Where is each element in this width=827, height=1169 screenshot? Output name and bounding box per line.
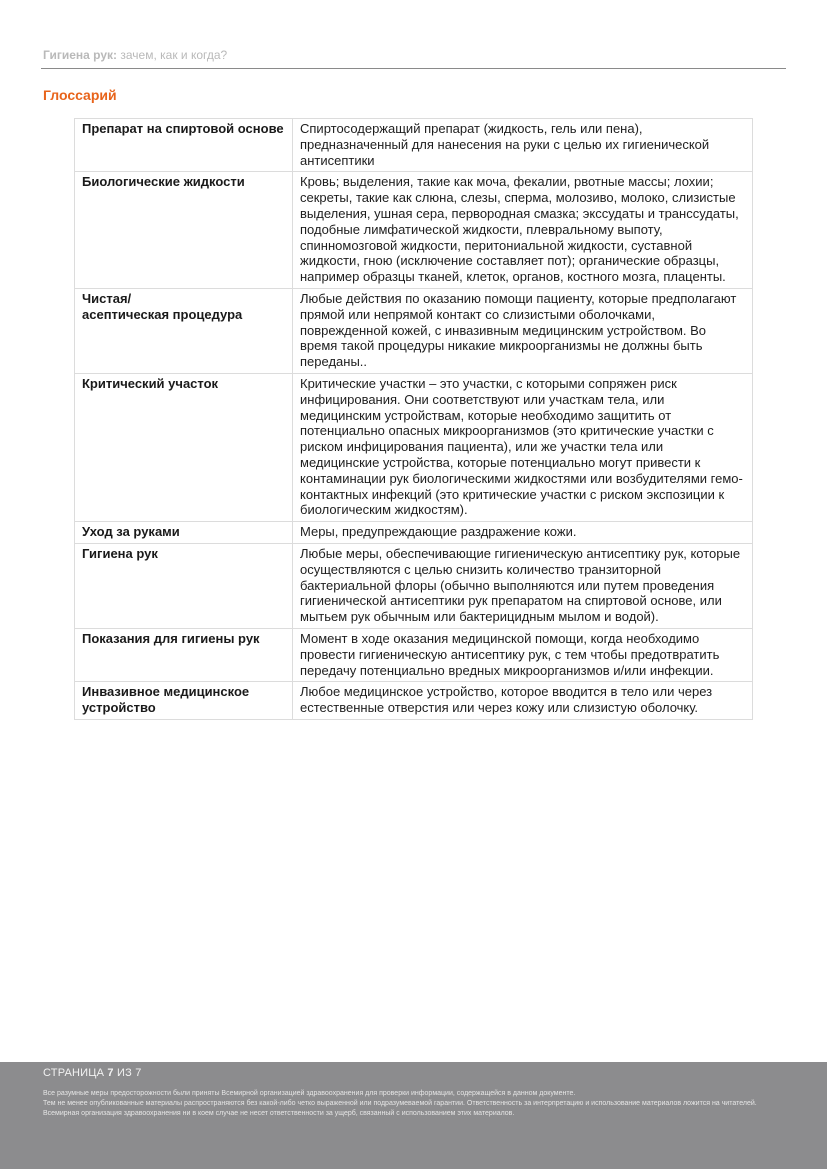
glossary-term: Препарат на спиртовой основе: [75, 119, 293, 172]
page-current: 7: [107, 1067, 114, 1079]
glossary-definition: Момент в ходе оказания медицинской помощи, когда необходимо провести гигиеническую антисептику рук, с тем чтобы предотвратить передачу потенциально вредных микроорганизмов и/или инфекции.: [293, 628, 753, 681]
glossary-definition: Меры, предупреждающие раздражение кожи.: [293, 522, 753, 544]
table-row: [75, 288, 753, 373]
glossary-definition: Любые меры, обеспечивающие гигиеническую антисептику рук, которые осуществляются с целью снизить количество транзиторной бактериальной флоры (обычно выполняются или путем проведения гигиенической антисептики рук препаратом на спиртовой основе, или мытьем рук обычным или бактерицидным мылом и водой).: [293, 543, 753, 628]
page-footer: [0, 1062, 827, 1169]
glossary-table: [74, 118, 753, 720]
document-header: [43, 48, 227, 62]
glossary-term: Показания для гигиены рук: [75, 628, 293, 681]
glossary-term: Уход за руками: [75, 522, 293, 544]
header-title-rest: зачем, как и когда?: [117, 48, 228, 62]
page-separator: ИЗ: [113, 1067, 136, 1079]
glossary-term: Критический участок: [75, 373, 293, 521]
section-title: Глоссарий: [43, 87, 117, 103]
glossary-definition: Любые действия по оказанию помощи пациенту, которые предполагают прямой или непрямой контакт со слизистыми оболочками, поврежденной кожей, с инвазивным медицинским устройством. Во время такой процедуры никакие микроорганизмы не должны быть переданы..: [293, 288, 753, 373]
table-row: [75, 628, 753, 681]
disclaimer-line: Тем не менее опубликованные материалы распространяются без какой-либо четко выраженной или подразумеваемой гарантии. Ответственность за интерпретацию и использование материалов ложится на читателей. Всемирная организация здравоохранения ни в коем случае не несет ответственности за ущерб, связанный с использованием этих материалов.: [43, 1100, 757, 1117]
glossary-term: Биологические жидкости: [75, 172, 293, 289]
disclaimer: [43, 1089, 783, 1119]
glossary-definition: Кровь; выделения, такие как моча, фекалии, рвотные массы; лохии; секреты, такие как слюна, слезы, сперма, молозиво, молоко, слизистые выделения, ушная сера, первородная смазка; экссудаты и транссудаты, подобные лимфатической жидкости, плевральному выпоту, спинномозговой жидкости, перитониальной жидкости, суставной жидкости, гною (исключение составляет пот); органические образцы, например образцы тканей, клеток, органов, костного мозга, плаценты.: [293, 172, 753, 289]
page-total: 7: [135, 1067, 142, 1079]
header-divider: [41, 68, 786, 69]
table-row: [75, 373, 753, 521]
disclaimer-line: Все разумные меры предосторожности были приняты Всемирной организацией здравоохранения для проверки информации, содержащейся в данном документе.: [43, 1090, 576, 1097]
glossary-term: Чистая/ асептическая процедура: [75, 288, 293, 373]
table-row: [75, 522, 753, 544]
header-title-bold: Гигиена рук:: [43, 48, 118, 62]
glossary-definition: Любое медицинское устройство, которое вводится в тело или через естественные отверстия или через кожу или слизистую оболочку.: [293, 682, 753, 720]
table-row: [75, 119, 753, 172]
page-number: [43, 1067, 142, 1079]
glossary-definition: Спиртосодержащий препарат (жидкость, гель или пена), предназначенный для нанесения на руки с целью их гигиенической антисептики: [293, 119, 753, 172]
table-row: [75, 543, 753, 628]
glossary-term: Гигиена рук: [75, 543, 293, 628]
table-row: [75, 172, 753, 289]
table-row: [75, 682, 753, 720]
glossary-definition: Критические участки – это участки, с которыми сопряжен риск инфицирования. Они соответствуют или участкам тела, или медицинским устройствам, которые необходимо защитить от потенциально опасных микроорганизмов (это критические участки с риском инфицирования пациента), или же участки тела или медицинские устройства, которые потенциально могут привести к контаминации рук биологическими жидкостями или возбудителями гемо-контактных инфекций (это критические участки с риском экспозиции к биологическим жидкостям).: [293, 373, 753, 521]
page-label: СТРАНИЦА: [43, 1067, 108, 1079]
glossary-term: Инвазивное медицинское устройство: [75, 682, 293, 720]
